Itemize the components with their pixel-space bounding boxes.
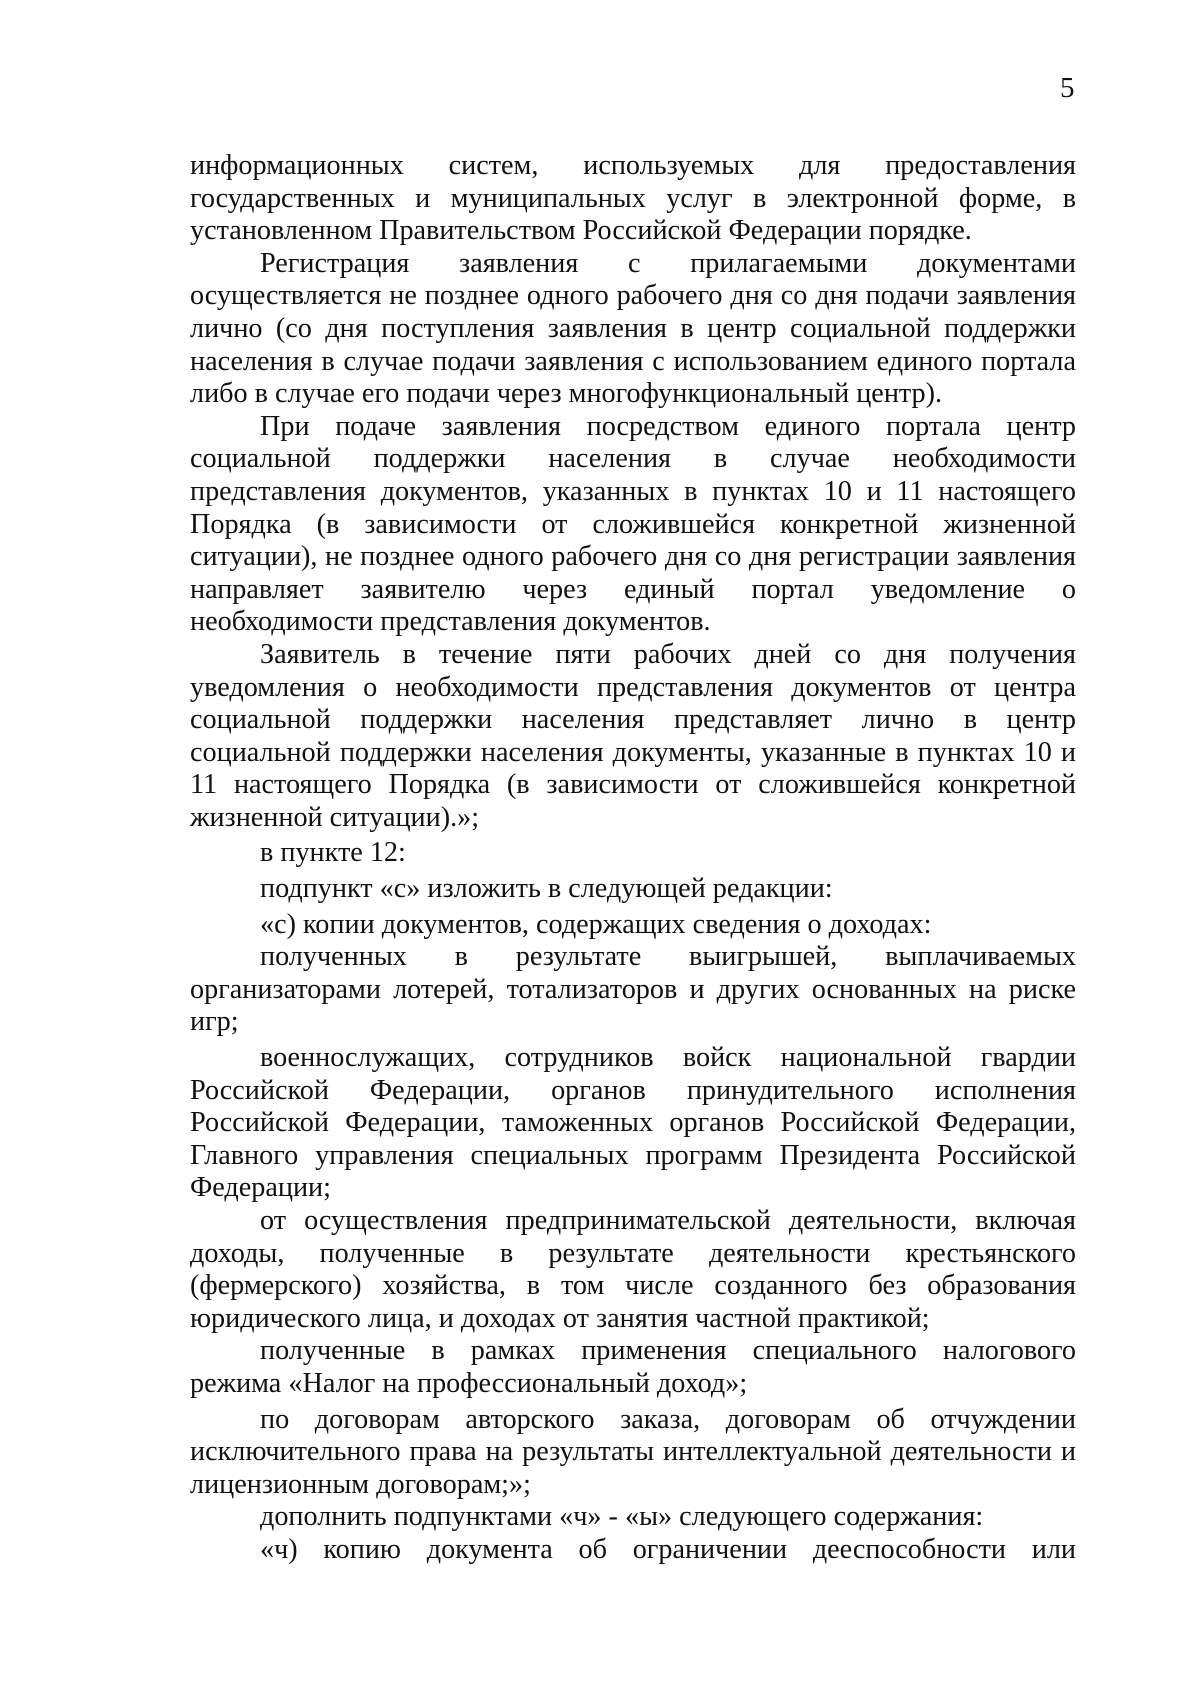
paragraph-add-subpoints: дополнить подпунктами «ч» - «ы» следующего содержания: xyxy=(260,1501,984,1533)
page-number: 5 xyxy=(1060,72,1075,104)
paragraph-point-12: в пункте 12: xyxy=(260,837,406,869)
paragraph-continuation: информационных систем, используемых для предоставления государственных и муниципальных услуг в электронной форме, в установленном Правительством Российской Федерации порядке. xyxy=(190,150,1076,247)
paragraph-business-income: от осуществления предпринимательской деятельности, включая доходы, полученные в результате деятельности крестьянского (фермерского) хозяйства, в том числе созданного без образования юридического лица, и доходах от занятия частной практикой; xyxy=(190,1205,1076,1334)
paragraph-income-documents: «с) копии документов, содержащих сведения о доходах: xyxy=(260,908,932,940)
paragraph-subpoint-ch: «ч) копию документа об ограничении дееспособности или xyxy=(260,1533,1076,1565)
document-body xyxy=(190,150,1076,1567)
paragraph-tax-regime-income: полученные в рамках применения специального налогового режима «Налог на профессиональный доход»; xyxy=(190,1335,1076,1399)
paragraph-lottery-income: полученных в результате выигрышей, выплачиваемых организаторами лотерей, тотализаторов и других основанных на риске игр; xyxy=(190,941,1076,1038)
paragraph-applicant-deadline: Заявитель в течение пяти рабочих дней со дня получения уведомления о необходимости представления документов от центра социальной поддержки населения представляет лично в центр социальной поддержки населения документы, указанные в пунктах 10 и 11 настоящего Порядка (в зависимости от сложившейся конкретной жизненной ситуации).»; xyxy=(190,638,1076,833)
paragraph-registration: Регистрация заявления с прилагаемыми документами осуществляется не позднее одного рабочего дня со дня подачи заявления лично (со дня поступления заявления в центр социальной поддержки населения в случае подачи заявления с использованием единого портала либо в случае его подачи через многофункциональный центр). xyxy=(190,247,1076,410)
paragraph-military-income: военнослужащих, сотрудников войск национальной гвардии Российской Федерации, органов принудительного исполнения Российской Федерации, таможенных органов Российской Федерации, Главного управления специальных программ Президента Российской Федерации; xyxy=(190,1042,1076,1204)
paragraph-subpoint-s: подпункт «с» изложить в следующей редакции: xyxy=(260,873,833,905)
paragraph-portal-submission: При подаче заявления посредством единого портала центр социальной поддержки населения в случае необходимости представления документов, указанных в пунктах 10 и 11 настоящего Порядка (в зависимости от сложившейся конкретной жизненной ситуации), не позднее одного рабочего дня со дня регистрации заявления направляет заявителю через единый портал уведомление о необходимости представления документов. xyxy=(190,410,1076,638)
paragraph-copyright-income: по договорам авторского заказа, договорам об отчуждении исключительного права на результаты интеллектуальной деятельности и лицензионным договорам;»; xyxy=(190,1403,1076,1500)
